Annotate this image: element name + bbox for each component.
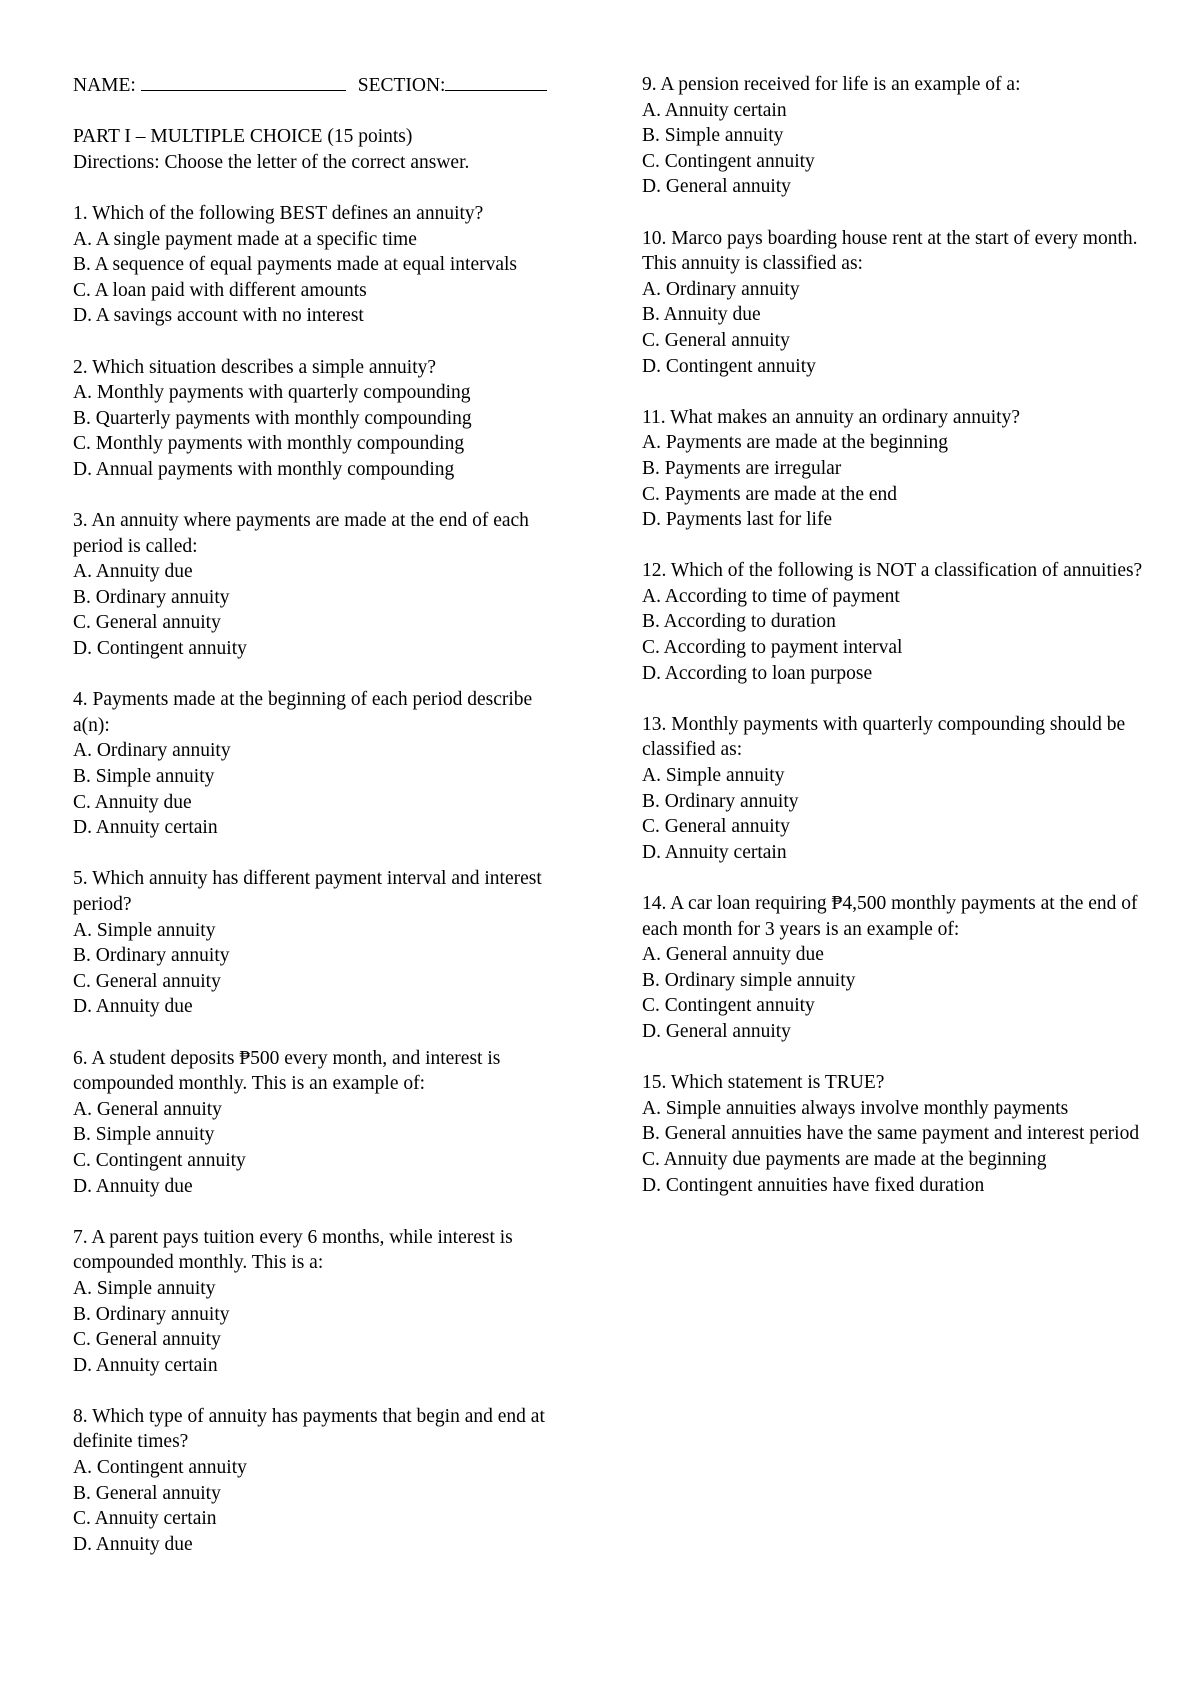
answer-option-d: D. Annual payments with monthly compounding (73, 458, 455, 480)
answer-option-c: C. General annuity (642, 329, 790, 351)
answer-option-c: C. General annuity (642, 816, 790, 838)
answer-option-b: B. A sequence of equal payments made at equal intervals (73, 254, 518, 276)
answer-option-d: D. Annuity certain (642, 841, 787, 863)
answer-option-c: C. General annuity (73, 612, 221, 634)
name-blank[interactable] (141, 72, 346, 91)
answer-option-a: A. Payments are made at the beginning (642, 432, 948, 454)
answer-option-c: C. General annuity (73, 970, 221, 992)
answer-option-b: B. Quarterly payments with monthly compounding (73, 407, 472, 429)
student-info-line (73, 72, 573, 99)
answer-option-b: B. Simple annuity (73, 1124, 215, 1146)
answer-option-d: D. Annuity certain (73, 817, 218, 839)
question-2 (73, 355, 573, 483)
question-stem: 12. Which of the following is NOT a classification of annuities? (642, 560, 1143, 582)
section-blank[interactable] (445, 72, 547, 91)
answer-option-a: A. Simple annuity (73, 919, 216, 941)
question-stem: 8. Which type of annuity has payments that begin and end at definite times? (73, 1405, 545, 1453)
answer-option-d: D. Contingent annuity (73, 638, 247, 660)
answer-option-b: B. Ordinary simple annuity (642, 969, 856, 991)
question-stem: 10. Marco pays boarding house rent at the start of every month. This annuity is classified as: (642, 227, 1138, 275)
part-title: PART I – MULTIPLE CHOICE (15 points) (73, 126, 413, 148)
question-3 (73, 508, 573, 662)
question-7 (73, 1225, 573, 1379)
answer-option-a: A. Annuity certain (642, 99, 787, 121)
answer-option-d: D. General annuity (642, 176, 791, 198)
answer-option-c: C. Contingent annuity (73, 1149, 246, 1171)
question-5 (73, 866, 573, 1020)
question-stem: 13. Monthly payments with quarterly compounding should be classified as: (642, 713, 1126, 761)
answer-option-c: C. Monthly payments with monthly compounding (73, 433, 465, 455)
answer-option-b: B. Ordinary annuity (73, 586, 230, 608)
question-stem: 11. What makes an annuity an ordinary annuity? (642, 406, 1020, 428)
answer-option-b: B. Ordinary annuity (73, 945, 230, 967)
answer-option-d: D. Annuity due (73, 1533, 193, 1555)
question-stem: 6. A student deposits ₱500 every month, and interest is compounded monthly. This is an example of: (73, 1047, 501, 1095)
directions: Directions: Choose the letter of the correct answer. (73, 151, 470, 173)
answer-option-d: D. General annuity (642, 1020, 791, 1042)
answer-option-d: D. Contingent annuities have fixed duration (642, 1174, 985, 1196)
question-list-right (642, 72, 1152, 1198)
left-column (73, 72, 573, 1583)
answer-option-c: C. Contingent annuity (642, 150, 815, 172)
answer-option-c: C. Annuity due payments are made at the beginning (642, 1148, 1047, 1170)
question-11 (642, 405, 1152, 533)
answer-option-b: B. According to duration (642, 611, 836, 633)
question-stem: 1. Which of the following BEST defines an annuity? (73, 202, 484, 224)
question-stem: 5. Which annuity has different payment interval and interest period? (73, 868, 542, 915)
answer-option-a: A. A single payment made at a specific time (73, 228, 417, 250)
answer-option-b: B. Ordinary annuity (73, 1303, 230, 1325)
answer-option-d: D. A savings account with no interest (73, 305, 364, 327)
section-label: SECTION: (357, 75, 446, 96)
answer-option-a: A. Annuity due (73, 561, 193, 583)
question-8 (73, 1404, 573, 1558)
name-label: NAME: (73, 75, 141, 96)
answer-option-a: A. According to time of payment (642, 585, 900, 607)
question-15 (642, 1070, 1152, 1198)
question-stem: 14. A car loan requiring ₱4,500 monthly payments at the end of each month for 3 years is an example of: (642, 893, 1138, 940)
question-13 (642, 712, 1152, 866)
spacer (73, 99, 573, 125)
question-list-left (73, 201, 573, 1557)
right-column (642, 72, 1152, 1224)
answer-option-c: C. Payments are made at the end (642, 483, 898, 505)
answer-option-b: B. General annuity (73, 1482, 221, 1504)
answer-option-b: B. Annuity due (642, 304, 761, 326)
question-1 (73, 201, 573, 329)
answer-option-c: C. Annuity certain (73, 1508, 217, 1530)
spacer (73, 175, 573, 201)
answer-option-b: B. General annuities have the same payment and interest period (642, 1123, 1140, 1145)
answer-option-c: C. A loan paid with different amounts (73, 279, 367, 301)
answer-option-d: D. Annuity due (73, 996, 193, 1018)
answer-option-a: A. General annuity due (642, 944, 824, 966)
answer-option-d: D. Contingent annuity (642, 355, 816, 377)
question-stem: 3. An annuity where payments are made at the end of each period is called: (73, 510, 529, 557)
question-stem: 4. Payments made at the beginning of each period describe a(n): (73, 689, 533, 736)
answer-option-a: A. Simple annuity (73, 1277, 216, 1299)
answer-option-a: A. Contingent annuity (73, 1457, 247, 1479)
answer-option-c: C. Contingent annuity (642, 995, 815, 1017)
question-10 (642, 226, 1152, 380)
answer-option-d: D. Annuity due (73, 1175, 193, 1197)
answer-option-b: B. Payments are irregular (642, 457, 842, 479)
answer-option-c: C. According to payment interval (642, 637, 903, 659)
answer-option-a: A. Simple annuities always involve monthly payments (642, 1097, 1069, 1119)
question-12 (642, 558, 1152, 686)
answer-option-a: A. Ordinary annuity (642, 278, 800, 300)
question-14 (642, 891, 1152, 1045)
answer-option-d: D. Annuity certain (73, 1354, 218, 1376)
question-stem: 7. A parent pays tuition every 6 months, while interest is compounded monthly. This is a: (73, 1226, 513, 1274)
question-stem: 9. A pension received for life is an example of a: (642, 74, 1021, 95)
answer-option-a: A. Ordinary annuity (73, 740, 231, 762)
answer-option-b: B. Simple annuity (73, 766, 215, 788)
question-stem: 15. Which statement is TRUE? (642, 1072, 885, 1094)
answer-option-d: D. According to loan purpose (642, 662, 873, 684)
question-9 (642, 72, 1152, 200)
question-stem: 2. Which situation describes a simple annuity? (73, 356, 437, 378)
answer-option-c: C. Annuity due (73, 791, 192, 813)
answer-option-b: B. Simple annuity (642, 125, 784, 147)
question-4 (73, 687, 573, 841)
answer-option-a: A. General annuity (73, 1098, 222, 1120)
answer-option-a: A. Simple annuity (642, 765, 785, 787)
answer-option-b: B. Ordinary annuity (642, 790, 799, 812)
answer-option-a: A. Monthly payments with quarterly compounding (73, 382, 471, 404)
answer-option-d: D. Payments last for life (642, 509, 833, 531)
question-6 (73, 1046, 573, 1200)
answer-option-c: C. General annuity (73, 1329, 221, 1351)
